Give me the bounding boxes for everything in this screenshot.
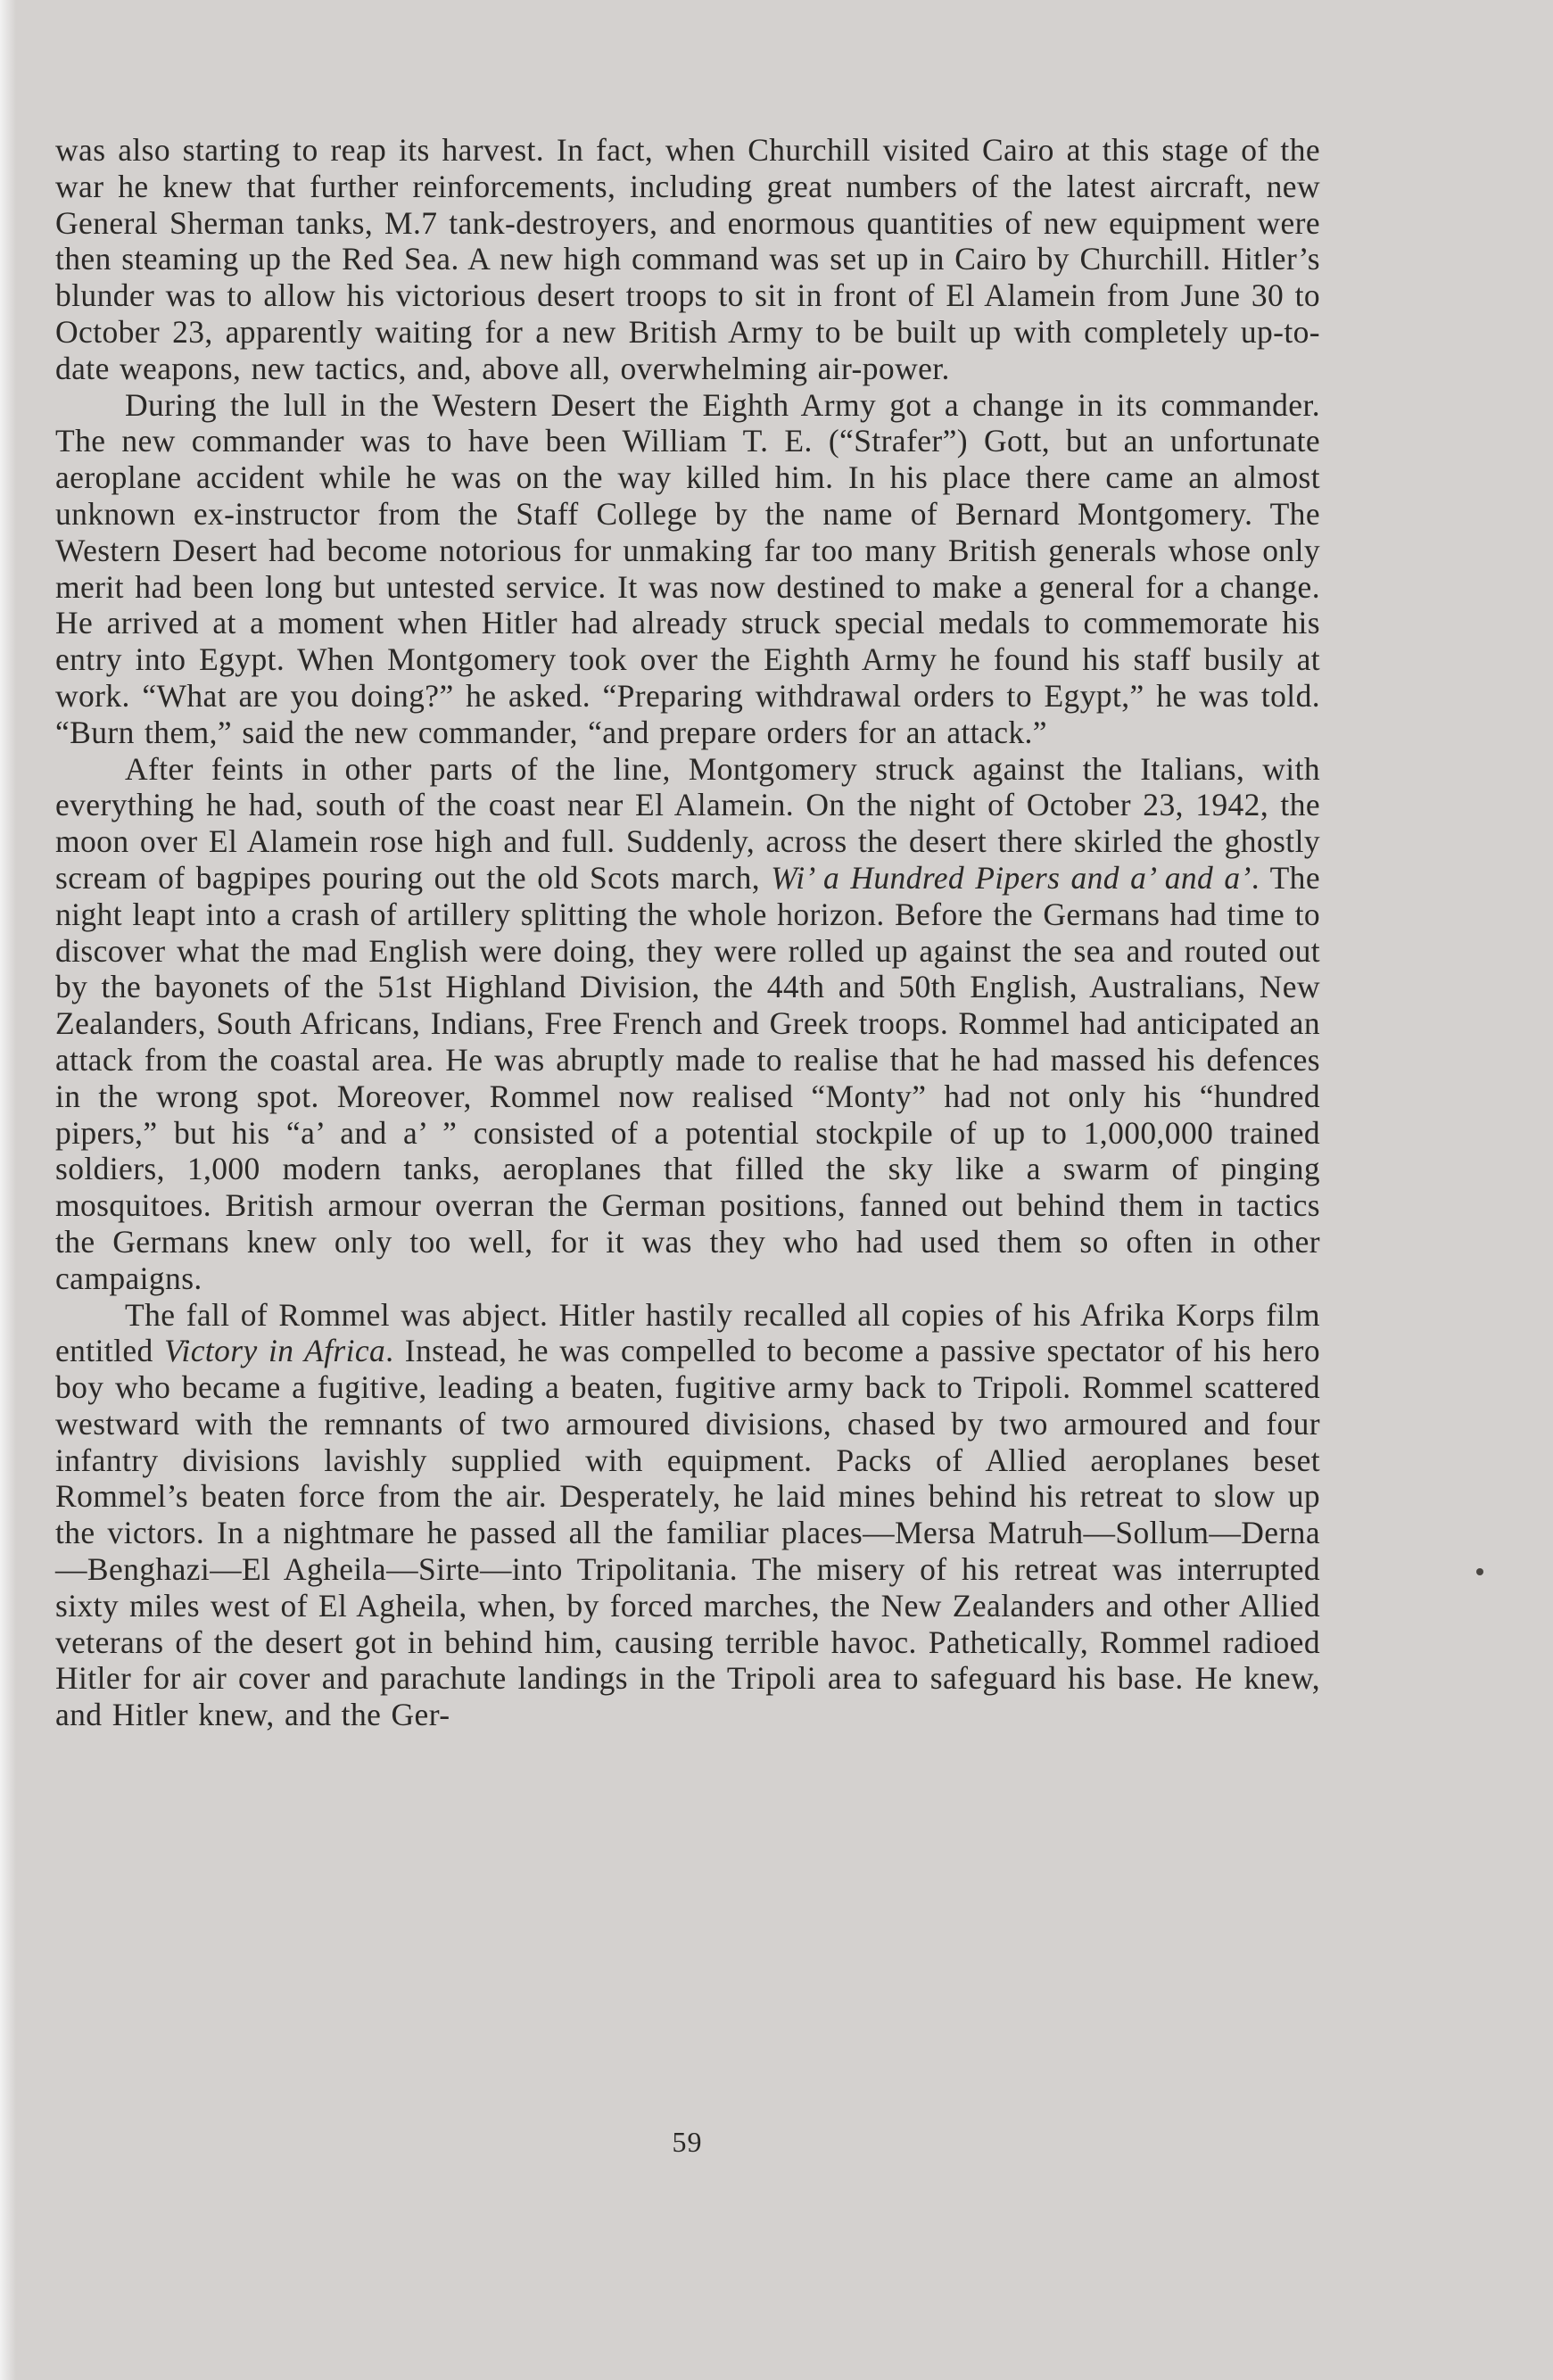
paragraph: [55, 751, 1320, 1297]
text-run: was also starting to reap its harvest. In fact, when Churchill visited Cairo at this stage of the war he knew that further reinforcements, including great numbers of the latest aircraft, new General Sherman tanks, M.7 tank-destroyers, and enormous quantities of new equipment were then steaming up the Red Sea. A new high command was set up in Cairo by Churchill. Hitler’s blunder was to allow his victorious desert troops to sit in front of El Alamein from June 30 to October 23, apparently waiting for a new British Army to be built up with completely up-to-date weapons, new tactics, and, above all, overwhelming air-power.: [55, 132, 1320, 386]
paragraph: [55, 387, 1320, 751]
paragraph: [55, 1297, 1320, 1734]
text-run: During the lull in the Western Desert the Eighth Army got a change in its commander. The new commander was to have been William T. E. (“Strafer”) Gott, but an unfortunate aeroplane accident while he was on the way killed him. In his place there came an almost unknown ex-instructor from the Staff College by the name of Bernard Montgomery. The Western Desert had become notorious for unmaking far too many British generals whose only merit had been long but untested service. It was now destined to make a general for a change. He arrived at a moment when Hitler had already struck special medals to commemorate his entry into Egypt. When Montgomery took over the Eighth Army he found his staff busily at work. “What are you doing?” he asked. “Preparing withdrawal orders to Egypt,” he was told. “Burn them,” said the new commander, “and prepare orders for an attack.”: [55, 386, 1320, 750]
paragraph: [55, 132, 1320, 387]
page-edge-shadow: [0, 0, 16, 2380]
text-run: . The night leapt into a crash of artillery splitting the whole horizon. Before the Germans had time to discover what the mad English were doing, they were rolled up against the sea and routed out by the bayonets of the 51st Highland Division, the 44th and 50th English, Australians, New Zealanders, South Africans, Indians, Free French and Greek troops. Rommel had anticipated an attack from the coastal area. He was abruptly made to realise that he had massed his defences in the wrong spot. Moreover, Rommel now realised “Monty” had not only his “hundred pipers,” but his “a’ and a’ ” consisted of a potential stockpile of up to 1,000,000 trained soldiers, 1,000 modern tanks, aeroplanes that filled the sky like a swarm of pinging mosquitoes. British armour overran the German positions, fanned out behind them in tactics the Germans knew only too well, for it was they who had used them so often in other campaigns.: [55, 859, 1320, 1296]
text-run: After feints in other parts of the line, Montgomery struck against the Italians, with everything he had, south of the coast near El Alamein. On the night of October 23, 1942, the moon over El Alamein rose high and full. Suddenly, across the desert there skirled the ghostly scream of bagpipes pouring out the old Scots march,: [55, 750, 1320, 896]
italic-title: Wi’ a Hundred Pipers and a’ and a’: [771, 859, 1251, 896]
page-number: 59: [672, 2126, 703, 2158]
paper-speck: [1476, 1568, 1483, 1575]
text-run: . Instead, he was compelled to become a passive spectator of his hero boy who became a fugitive, leading a beaten, fugitive army back to Tripoli. Rommel scattered westward with the remnants of two armoured divisions, chased by two armoured and four infantry divisions lavishly supplied with equipment. Packs of Allied aeroplanes beset Rommel’s beaten force from the air. Desperately, he laid mines behind his retreat to slow up the victors. In a nightmare he passed all the familiar places—Mersa Matruh—Sollum—Derna—Benghazi—El Agheila—Sirte—into Tripolitania. The misery of his retreat was interrupted sixty miles west of El Agheila, when, by forced marches, the New Zealanders and other Allied veterans of the desert got in behind him, causing terrible havoc. Pathetically, Rommel radioed Hitler for air cover and parachute landings in the Tripoli area to safeguard his base. He knew, and Hitler knew, and the Ger-: [55, 1333, 1320, 1733]
body-text: [55, 132, 1320, 1733]
italic-title: Victory in Africa: [163, 1333, 386, 1369]
text-run: The fall of Rommel was abject. Hitler hastily recalled all copies of his Afrika Korps film entitled: [55, 1296, 1320, 1369]
